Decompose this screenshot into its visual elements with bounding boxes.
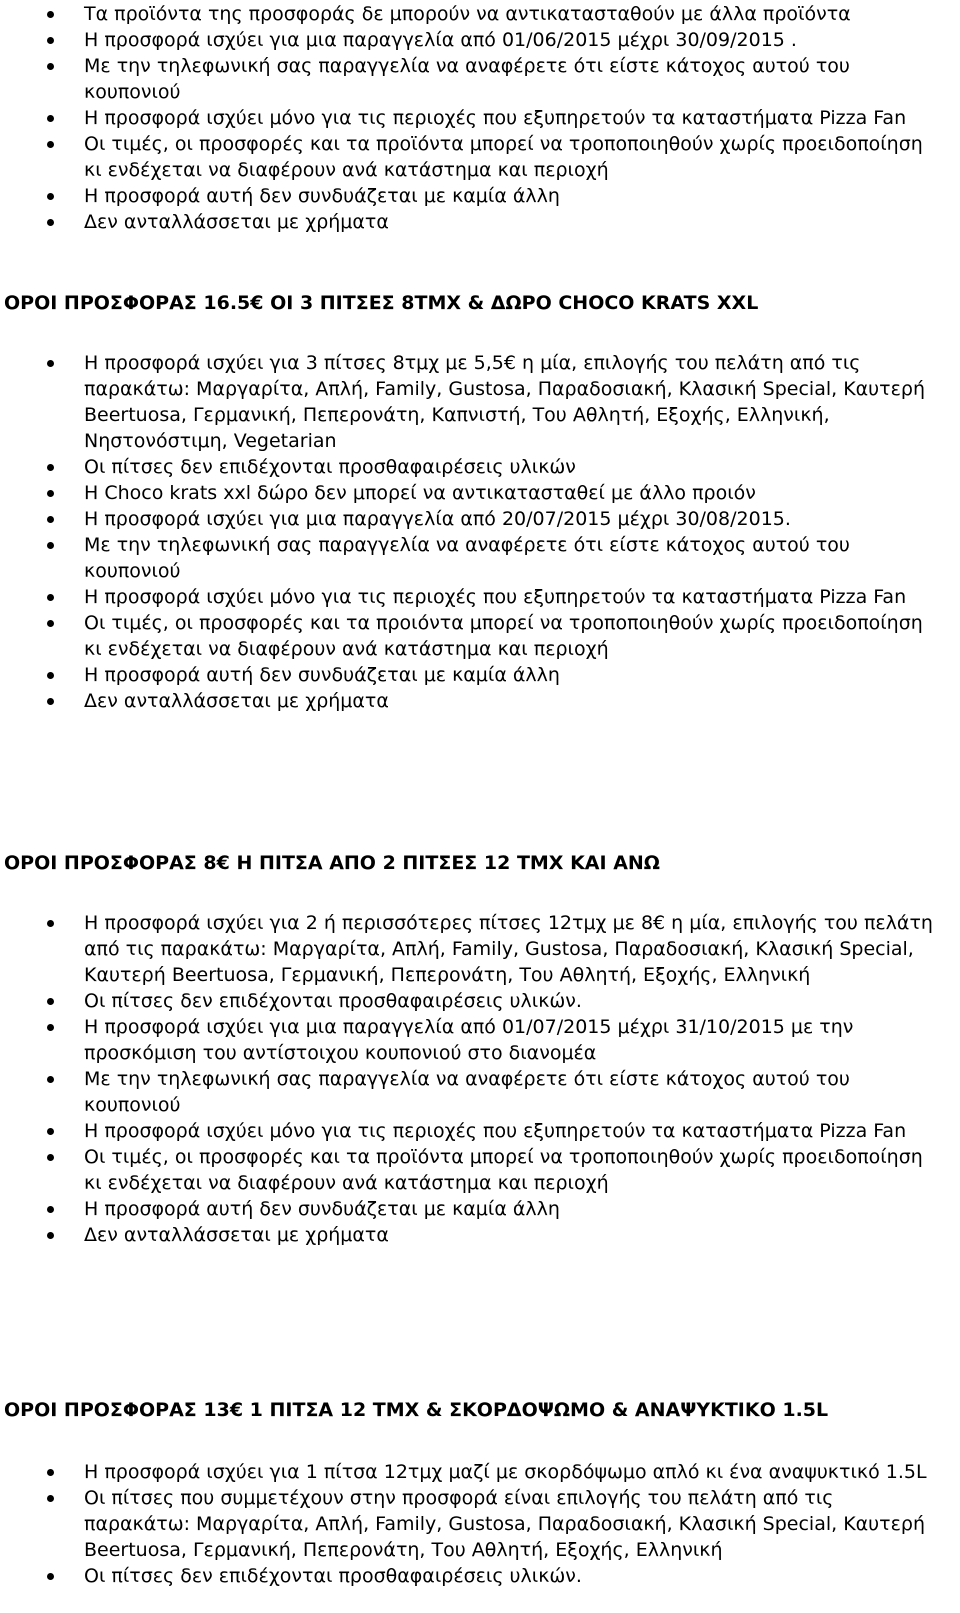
offer-8-section	[4, 910, 938, 1248]
list-item: Με την τηλεφωνική σας παραγγελία να αναφέρετε ότι είστε κάτοχος αυτού του κουπονιού	[4, 532, 938, 584]
list-item: Οι τιμές, οι προσφορές και τα προϊόντα μπορεί να τροποποιηθούν χωρίς προειδοποίηση κι ενδέχεται να διαφέρουν ανά κατάστημα και περιοχή	[4, 1144, 938, 1196]
list-item: Η προσφορά αυτή δεν συνδυάζεται με καμία άλλη	[4, 183, 938, 209]
list-item: Οι πίτσες δεν επιδέχονται προσθαφαιρέσεις υλικών.	[4, 988, 938, 1014]
offer-13-list	[4, 1459, 938, 1589]
offer-16-5-section	[4, 350, 938, 714]
offer-13-section	[4, 1459, 938, 1589]
list-item: Η προσφορά αυτή δεν συνδυάζεται με καμία άλλη	[4, 662, 938, 688]
list-item: Δεν ανταλλάσσεται με χρήματα	[4, 688, 938, 714]
list-item: Η Choco krats xxl δώρο δεν μπορεί να αντικατασταθεί με άλλο προιόν	[4, 480, 938, 506]
list-item: Η προσφορά ισχύει για 1 πίτσα 12τμχ μαζί με σκορδόψωμο απλό κι ένα αναψυκτικό 1.5L	[4, 1459, 938, 1485]
offer-16-5-list	[4, 350, 938, 714]
list-item: Οι τιμές, οι προσφορές και τα προϊόντα μπορεί να τροποποιηθούν χωρίς προειδοποίηση κι ενδέχεται να διαφέρουν ανά κατάστημα και περιοχή	[4, 131, 938, 183]
offer-8-list	[4, 910, 938, 1248]
list-item: Δεν ανταλλάσσεται με χρήματα	[4, 209, 938, 235]
list-item: Οι πίτσες δεν επιδέχονται προσθαφαιρέσεις υλικών	[4, 454, 938, 480]
list-item: Η προσφορά ισχύει για 2 ή περισσότερες πίτσες 12τμχ με 8€ η μία, επιλογής του πελάτη από τις παρακάτω: Μαργαρίτα, Απλή, Family, Gustosa, Παραδοσιακή, Κλασική Special, Καυτερή Beertuosa, Γερμανική, Πεπερονάτη, Του Αθλητή, Εξοχής, Ελληνική	[4, 910, 938, 988]
list-item: Η προσφορά ισχύει μόνο για τις περιοχές που εξυπηρετούν τα καταστήματα Pizza Fan	[4, 584, 938, 610]
list-item: Οι τιμές, οι προσφορές και τα προιόντα μπορεί να τροποποιηθούν χωρίς προειδοποίηση κι ενδέχεται να διαφέρουν ανά κατάστημα και περιοχή	[4, 610, 938, 662]
list-item: Με την τηλεφωνική σας παραγγελία να αναφέρετε ότι είστε κάτοχος αυτού του κουπονιού	[4, 53, 938, 105]
list-item: Τα προϊόντα της προσφοράς δε μπορούν να αντικατασταθούν με άλλα προϊόντα	[4, 1, 938, 27]
top-terms-section	[4, 1, 938, 235]
offer-13-heading: ΟΡΟΙ ΠΡΟΣΦΟΡΑΣ 13€ 1 ΠΙΤΣΑ 12 ΤΜΧ & ΣΚΟΡΔΟΨΩΜΟ & ΑΝΑΨΥΚΤΙΚΟ 1.5L	[4, 1399, 829, 1421]
list-item: Με την τηλεφωνική σας παραγγελία να αναφέρετε ότι είστε κάτοχος αυτού του κουπονιού	[4, 1066, 938, 1118]
top-terms-list	[4, 1, 938, 235]
list-item: Η προσφορά ισχύει για μια παραγγελία από 20/07/2015 μέχρι 30/08/2015.	[4, 506, 938, 532]
list-item: Η προσφορά ισχύει για μια παραγγελία από 01/06/2015 μέχρι 30/09/2015 .	[4, 27, 938, 53]
list-item: Οι πίτσες δεν επιδέχονται προσθαφαιρέσεις υλικών.	[4, 1563, 938, 1589]
list-item: Η προσφορά ισχύει για 3 πίτσες 8τμχ με 5,5€ η μία, επιλογής του πελάτη από τις παρακάτω: Μαργαρίτα, Απλή, Family, Gustosa, Παραδοσιακή, Κλασική Special, Καυτερή Beertuosa, Γερμανική, Πεπερονάτη, Καπνιστή, Του Αθλητή, Εξοχής, Ελληνική, Νηστονόστιμη, Vegetarian	[4, 350, 938, 454]
offer-8-heading: ΟΡΟΙ ΠΡΟΣΦΟΡΑΣ 8€ Η ΠΙΤΣΑ ΑΠΟ 2 ΠΙΤΣΕΣ 12 ΤΜΧ ΚΑΙ ΑΝΩ	[4, 852, 660, 874]
list-item: Η προσφορά αυτή δεν συνδυάζεται με καμία άλλη	[4, 1196, 938, 1222]
offer-16-5-heading: ΟΡΟΙ ΠΡΟΣΦΟΡΑΣ 16.5€ ΟΙ 3 ΠΙΤΣΕΣ 8ΤΜΧ & ΔΩΡΟ CHOCO KRATS XXL	[4, 292, 759, 314]
list-item: Η προσφορά ισχύει μόνο για τις περιοχές που εξυπηρετούν τα καταστήματα Pizza Fan	[4, 1118, 938, 1144]
list-item: Η προσφορά ισχύει για μια παραγγελία από 01/07/2015 μέχρι 31/10/2015 με την προσκόμιση του αντίστοιχου κουπονιού στο διανομέα	[4, 1014, 938, 1066]
list-item: Η προσφορά ισχύει μόνο για τις περιοχές που εξυπηρετούν τα καταστήματα Pizza Fan	[4, 105, 938, 131]
list-item: Οι πίτσες που συμμετέχουν στην προσφορά είναι επιλογής του πελάτη από τις παρακάτω: Μαργαρίτα, Απλή, Family, Gustosa, Παραδοσιακή, Κλασική Special, Καυτερή Beertuosa, Γερμανική, Πεπερονάτη, Του Αθλητή, Εξοχής, Ελληνική	[4, 1485, 938, 1563]
list-item: Δεν ανταλλάσσεται με χρήματα	[4, 1222, 938, 1248]
